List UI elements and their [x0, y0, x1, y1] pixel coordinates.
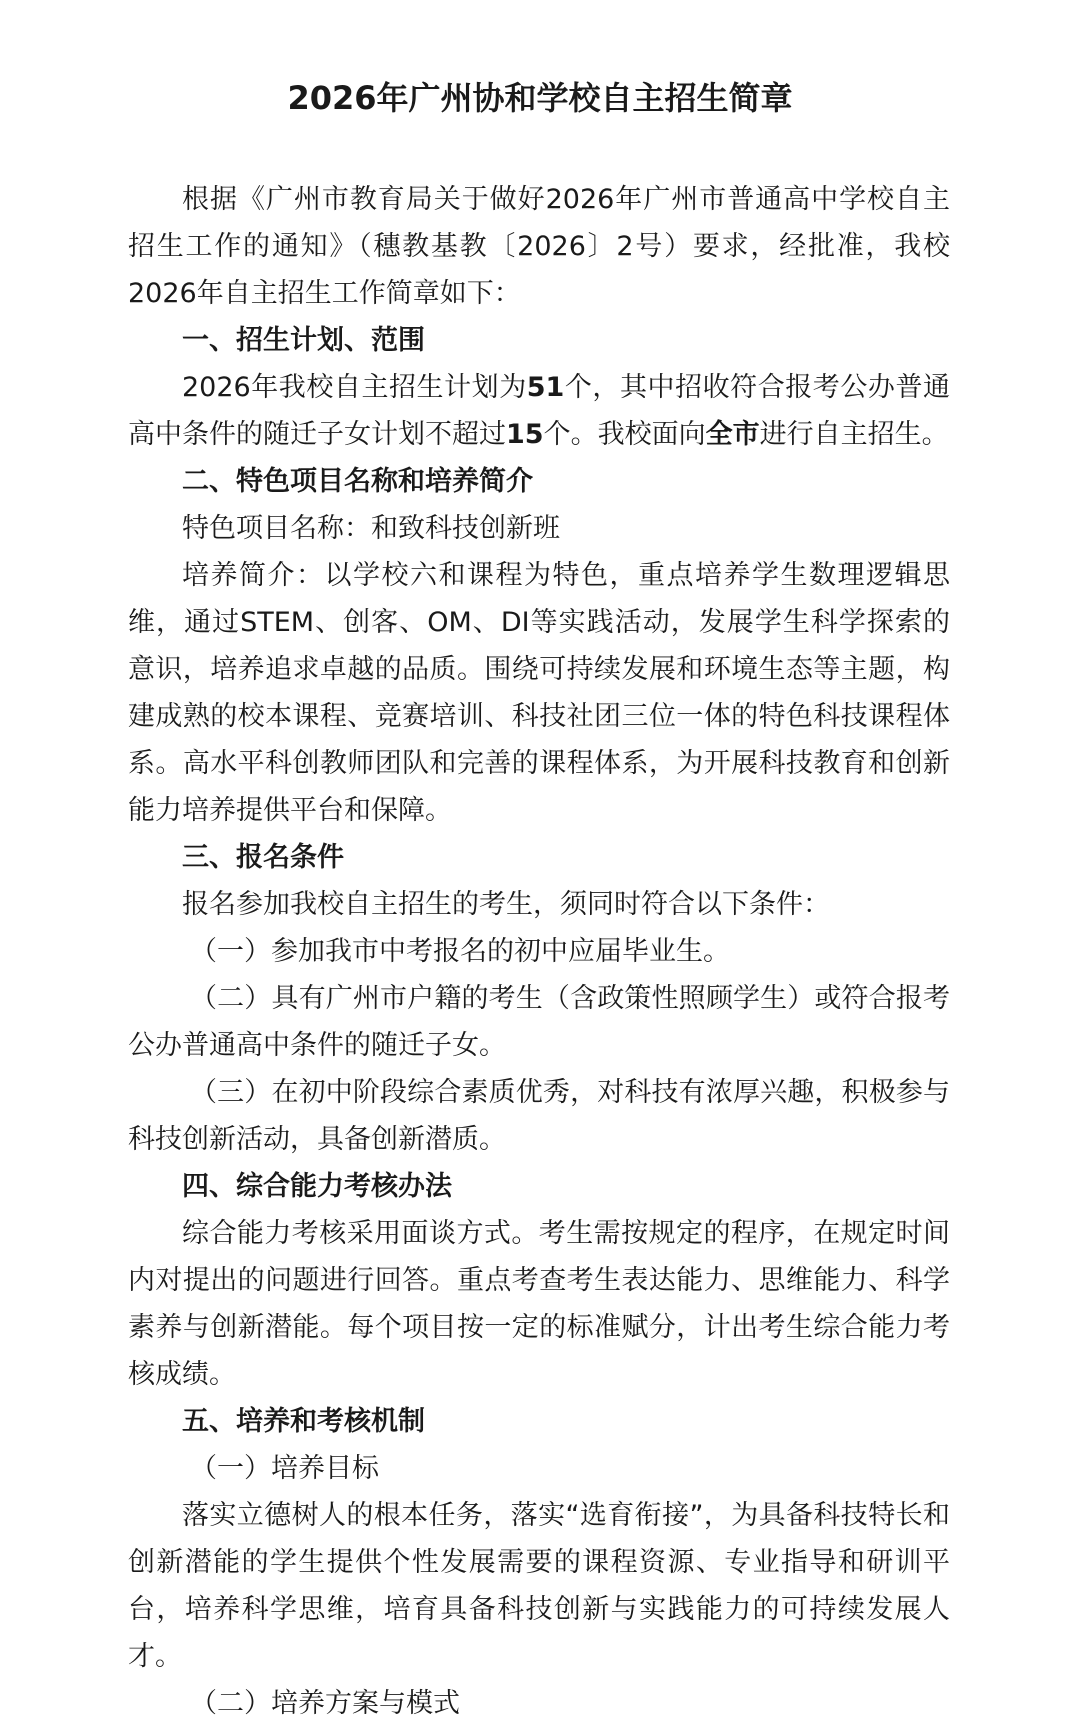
conditions-lead: 报名参加我校自主招生的考生，须同时符合以下条件： [182, 889, 830, 920]
condition-item: （二）具有广州市户籍的考生（含政策性照顾学生）或符合报考公办普通高中条件的随迁子女。 [128, 983, 950, 1061]
subsection-1-paragraph: 落实立德树人的根本任务，落实“选育衔接”，为具备科技特长和创新潜能的学生提供个性发展需要的课程资源、专业指导和研训平台，培养科学思维，培育具备科技创新与实践能力的可持续发展人才。 [128, 1500, 950, 1672]
intro-paragraph: 根据《广州市教育局关于做好2026年广州市普通高中学校自主招生工作的通知》（穗教基教〔2026〕2号）要求，经批准，我校2026年自主招生工作简章如下： [128, 184, 950, 309]
project-name: 特色项目名称：和致科技创新班 [182, 513, 560, 544]
document-title: 2026年广州协和学校自主招生简章 [287, 79, 793, 117]
condition-item: （一）参加我市中考报名的初中应届毕业生。 [190, 936, 730, 967]
condition-item: （三）在初中阶段综合素质优秀，对科技有浓厚兴趣，积极参与科技创新活动，具备创新潜质。 [128, 1077, 950, 1155]
section-2-heading: 二、特色项目名称和培养简介 [182, 466, 533, 497]
section-1-heading: 一、招生计划、范围 [182, 325, 425, 356]
section-1-text-part1: 2026年我校自主招生计划为 [182, 372, 527, 403]
section-4-heading: 四、综合能力考核办法 [182, 1171, 452, 1202]
section-5-heading: 五、培养和考核机制 [182, 1406, 425, 1437]
subsection-1-heading: （一）培养目标 [190, 1453, 379, 1484]
section-1-text-part3: 个。我校面向 [543, 419, 706, 450]
enrollment-scope: 全市 [705, 419, 760, 450]
section-4-paragraph: 综合能力考核采用面谈方式。考生需按规定的程序，在规定时间内对提出的问题进行回答。重点考查考生表达能力、思维能力、科学素养与创新潜能。每个项目按一定的标准赋分，计出考生综合能力考核成绩。 [128, 1218, 950, 1390]
plan-count: 51 [526, 372, 565, 403]
section-1-text-part4: 进行自主招生。 [759, 419, 949, 450]
migrant-count: 15 [506, 419, 544, 450]
project-summary: 培养简介：以学校六和课程为特色，重点培养学生数理逻辑思维，通过STEM、创客、OM、DI等实践活动，发展学生科学探索的意识，培养追求卓越的品质。围绕可持续发展和环境生态等主题，构建成熟的校本课程、竞赛培训、科技社团三位一体的特色科技课程体系。高水平科创教师团队和完善的课程体系，为开展科技教育和创新能力培养提供平台和保障。 [128, 560, 950, 826]
document-body [128, 176, 950, 1727]
section-1-text-part2: 个，其中招收符合报考公办普通高中条件的随迁子女计划不超过 [128, 372, 951, 450]
subsection-2-heading: （二）培养方案与模式 [190, 1688, 460, 1719]
section-1-paragraph [128, 364, 950, 458]
section-3-heading: 三、报名条件 [182, 842, 344, 873]
